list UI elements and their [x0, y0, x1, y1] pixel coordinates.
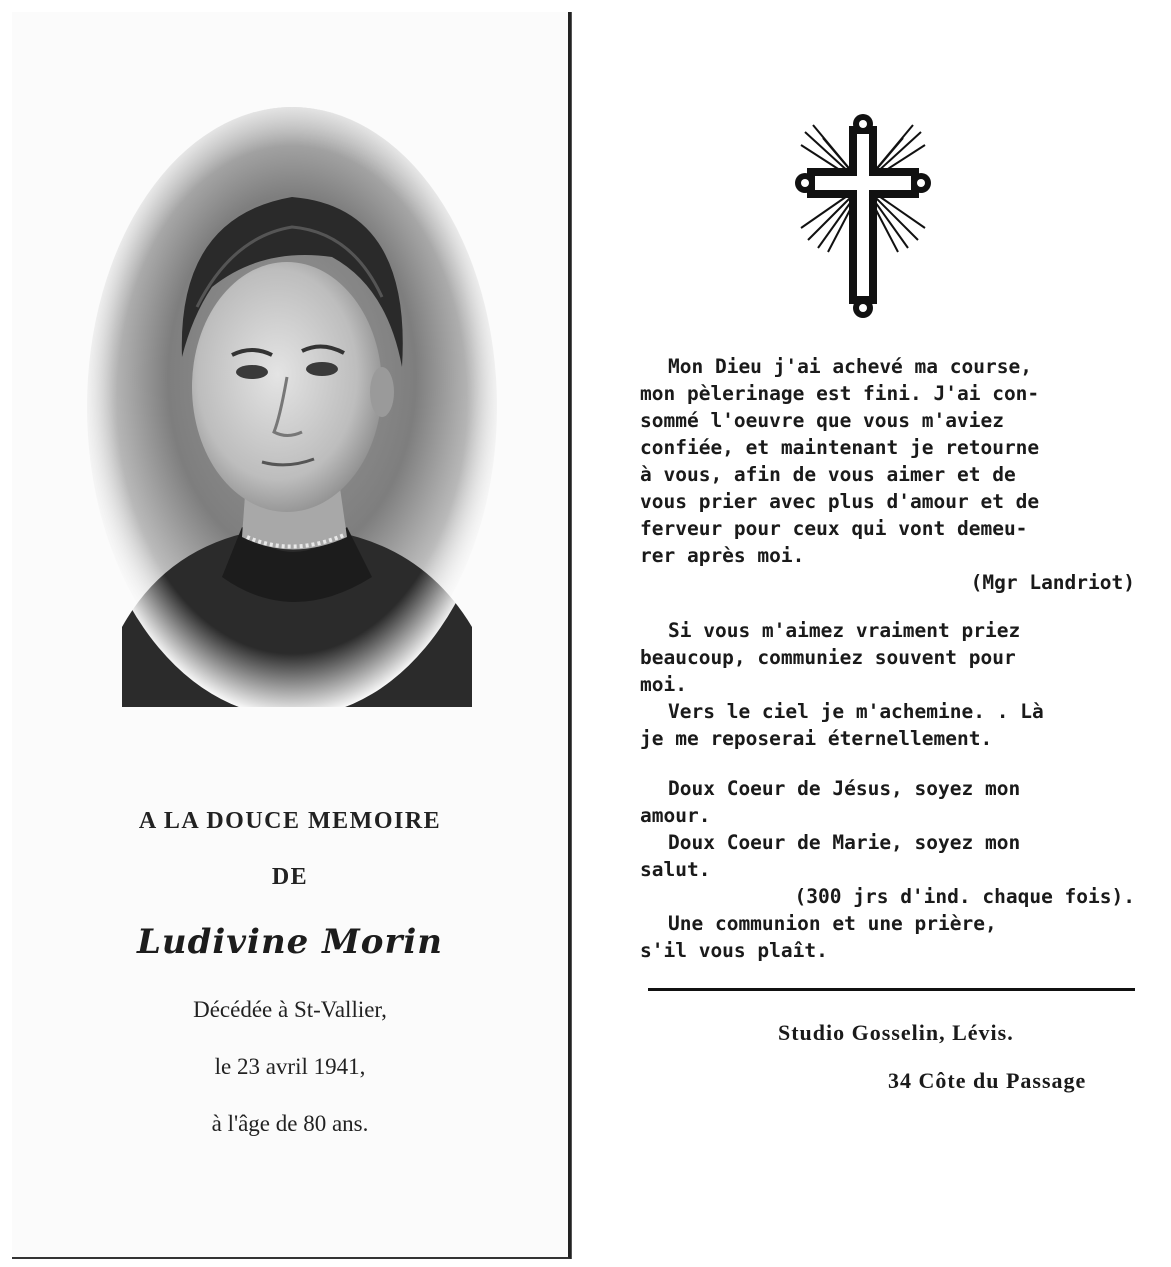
prayer1-line: mon pèlerinage est fini. J'ai con-: [640, 382, 1040, 405]
prayer3-line: Doux Coeur de Marie, soyez mon: [668, 831, 1021, 854]
prayer2-line: Vers le ciel je m'achemine. . Là: [668, 700, 1044, 723]
prayer1-line: sommé l'oeuvre que vous m'aviez: [640, 409, 1004, 432]
portrait-photo: [82, 107, 502, 717]
prayer1-line: confiée, et maintenant je retourne: [640, 436, 1040, 459]
cross-with-rays-icon: [793, 110, 933, 330]
prayer1-line: Mon Dieu j'ai achevé ma course,: [668, 355, 1032, 378]
prayer3-line: Doux Coeur de Jésus, soyez mon: [668, 777, 1021, 800]
prayer2-line: beaucoup, communiez souvent pour: [640, 646, 1016, 669]
prayer1-line: rer après moi.: [640, 544, 805, 567]
prayer3-line: amour.: [640, 804, 711, 827]
memorial-card-front: [12, 12, 571, 1259]
prayer3-line: salut.: [640, 858, 711, 881]
prayer-sacred-hearts: [640, 775, 1135, 964]
prayer1-attribution: (Mgr Landriot): [970, 571, 1135, 594]
prayer-landriot: [640, 353, 1135, 596]
prayer1-line: ferveur pour ceux qui vont demeu-: [640, 517, 1028, 540]
memoire-line-2: DE: [271, 864, 309, 890]
prayer3-line: s'il vous plaît.: [640, 939, 828, 962]
prayer2-line: moi.: [640, 673, 687, 696]
deceased-place: Décédée à St-Vallier,: [193, 997, 387, 1022]
deceased-name: Ludivine Morin: [136, 922, 444, 962]
age-at-death: à l'âge de 80 ans.: [211, 1111, 369, 1136]
studio-address: 34 Côte du Passage: [888, 1068, 1087, 1093]
studio-name: Studio Gosselin, Lévis.: [778, 1020, 1014, 1045]
memorial-card-back: [600, 0, 1171, 1267]
memoire-line-1: A LA DOUCE MEMOIRE: [138, 808, 442, 834]
prayer3-line: Une communion et une prière,: [668, 912, 997, 935]
prayer-request: [640, 617, 1135, 752]
divider-rule: [648, 988, 1135, 991]
prayer1-line: à vous, afin de vous aimer et de: [640, 463, 1016, 486]
prayer3-line: (300 jrs d'ind. chaque fois).: [794, 885, 1135, 908]
prayer2-line: je me reposerai éternellement.: [640, 727, 993, 750]
prayer1-line: vous prier avec plus d'amour et de: [640, 490, 1040, 513]
death-date: le 23 avril 1941,: [214, 1054, 366, 1079]
prayer2-line: Si vous m'aimez vraiment priez: [668, 619, 1021, 642]
